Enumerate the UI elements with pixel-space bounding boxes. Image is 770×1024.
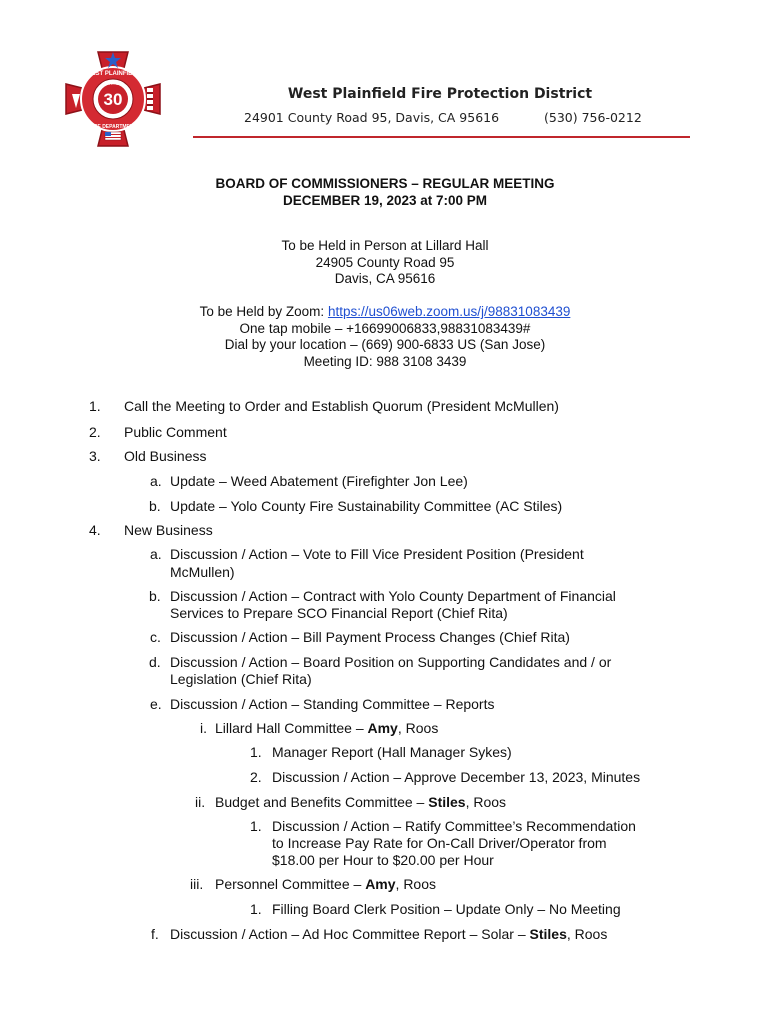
item-letter: b. <box>149 588 161 604</box>
svg-text:WEST PLAINFIELD: WEST PLAINFIELD <box>85 71 141 77</box>
item-text-line2: to Increase Pay Rate for On-Call Driver/Operator from <box>272 835 607 851</box>
item-text: Discussion / Action – Bill Payment Process Changes (Chief Rita) <box>170 629 570 645</box>
item-text: Filling Board Clerk Position – Update Only – No Meeting <box>272 901 621 917</box>
committee-members: , Roos <box>395 876 437 892</box>
item-text-line1: Discussion / Action – Contract with Yolo County Department of Financial <box>170 588 616 604</box>
item-letter: b. <box>149 498 161 514</box>
committee-chair: Amy <box>367 720 398 736</box>
organization-name: West Plainfield Fire Protection District <box>287 86 593 102</box>
location-line2: 24905 County Road 95 <box>315 254 455 270</box>
organization-address: 24901 County Road 95, Davis, CA 95616 <box>244 110 500 125</box>
zoom-prefix: To be Held by Zoom: <box>199 304 328 319</box>
zoom-line <box>100 304 670 321</box>
item-number: 2. <box>250 769 262 785</box>
committee-name: Personnel Committee – <box>215 876 366 892</box>
item-number: 1. <box>250 901 262 917</box>
item-text <box>215 876 436 893</box>
committee-name: Lillard Hall Committee – <box>215 720 368 736</box>
meeting-title <box>100 176 670 209</box>
item-text-line3: $18.00 per Hour to $20.00 per Hour <box>272 852 494 868</box>
item-letter: a. <box>150 546 162 562</box>
item-text: Discussion / Action – Standing Committee – Reports <box>170 696 495 712</box>
item-text: Call the Meeting to Order and Establish Quorum (President McMullen) <box>124 398 559 414</box>
item-letter: f. <box>151 926 159 942</box>
meeting-title-line1: BOARD OF COMMISSIONERS – REGULAR MEETING <box>215 176 555 191</box>
svg-text:STATION: STATION <box>103 81 123 86</box>
item-text <box>215 720 438 737</box>
item-text: New Business <box>124 522 213 538</box>
item-roman: i. <box>200 720 207 736</box>
committee-chair: Amy <box>365 876 396 892</box>
committee-name: Budget and Benefits Committee – <box>215 794 429 810</box>
item-text: Discussion / Action – Approve December 13, 2023, Minutes <box>272 769 641 785</box>
item-text: Public Comment <box>124 424 227 440</box>
item-letter: a. <box>150 473 162 489</box>
location-line3: Davis, CA 95616 <box>334 271 436 286</box>
item-number: 1. <box>250 744 262 760</box>
committee-members: , Roos <box>566 926 608 942</box>
meeting-location <box>100 238 670 288</box>
committee-members: , Roos <box>397 720 439 736</box>
item-text-line1: Discussion / Action – Vote to Fill Vice President Position (President <box>170 546 584 562</box>
organization-phone: (530) 756-0212 <box>544 110 642 125</box>
location-line1: To be Held in Person at Lillard Hall <box>281 238 489 253</box>
item-text-line2: Legislation (Chief Rita) <box>170 671 312 687</box>
committee-chair: Stiles <box>428 794 466 810</box>
item-letter: c. <box>150 629 161 645</box>
item-text <box>170 926 607 943</box>
item-text: Update – Yolo County Fire Sustainability Committee (AC Stiles) <box>170 498 563 514</box>
committee-members: , Roos <box>465 794 507 810</box>
header-divider <box>193 136 690 138</box>
item-text-line1: Discussion / Action – Ratify Committee’s Recommendation <box>272 818 636 834</box>
meeting-date: DECEMBER 19, 2023 at 7:00 PM <box>282 192 488 208</box>
item-number: 3. <box>89 448 101 464</box>
zoom-info <box>100 304 670 370</box>
item-text <box>215 794 506 811</box>
dial-by-location: Dial by your location – (669) 900-6833 US (San Jose) <box>224 337 546 352</box>
item-letter: e. <box>150 696 162 712</box>
item-text: Manager Report (Hall Manager Sykes) <box>272 744 512 760</box>
meeting-id: Meeting ID: 988 3108 3439 <box>303 353 467 369</box>
svg-text:FIRE DEPARTMENT: FIRE DEPARTMENT <box>89 124 137 130</box>
item-roman: ii. <box>195 794 206 810</box>
item-text-main: Discussion / Action – Ad Hoc Committee Report – Solar – <box>170 926 530 942</box>
item-number: 2. <box>89 424 101 440</box>
item-text: Old Business <box>124 448 207 464</box>
item-letter: d. <box>149 654 161 670</box>
committee-chair: Stiles <box>529 926 567 942</box>
item-text: Update – Weed Abatement (Firefighter Jon Lee) <box>170 473 468 489</box>
item-roman: iii. <box>190 876 204 892</box>
one-tap-mobile: One tap mobile – +16699006833,98831083439# <box>239 320 531 336</box>
item-text-line2: Services to Prepare SCO Financial Report (Chief Rita) <box>170 605 508 621</box>
zoom-link[interactable]: https://us06web.zoom.us/j/98831083439 <box>327 304 571 319</box>
item-text-line1: Discussion / Action – Board Position on Supporting Candidates and / or <box>170 654 612 670</box>
item-number: 4. <box>89 522 101 538</box>
item-number: 1. <box>250 818 262 834</box>
svg-text:30: 30 <box>103 90 123 109</box>
fire-district-logo <box>60 46 166 152</box>
item-number: 1. <box>89 398 101 414</box>
item-text-line2: McMullen) <box>170 564 235 580</box>
